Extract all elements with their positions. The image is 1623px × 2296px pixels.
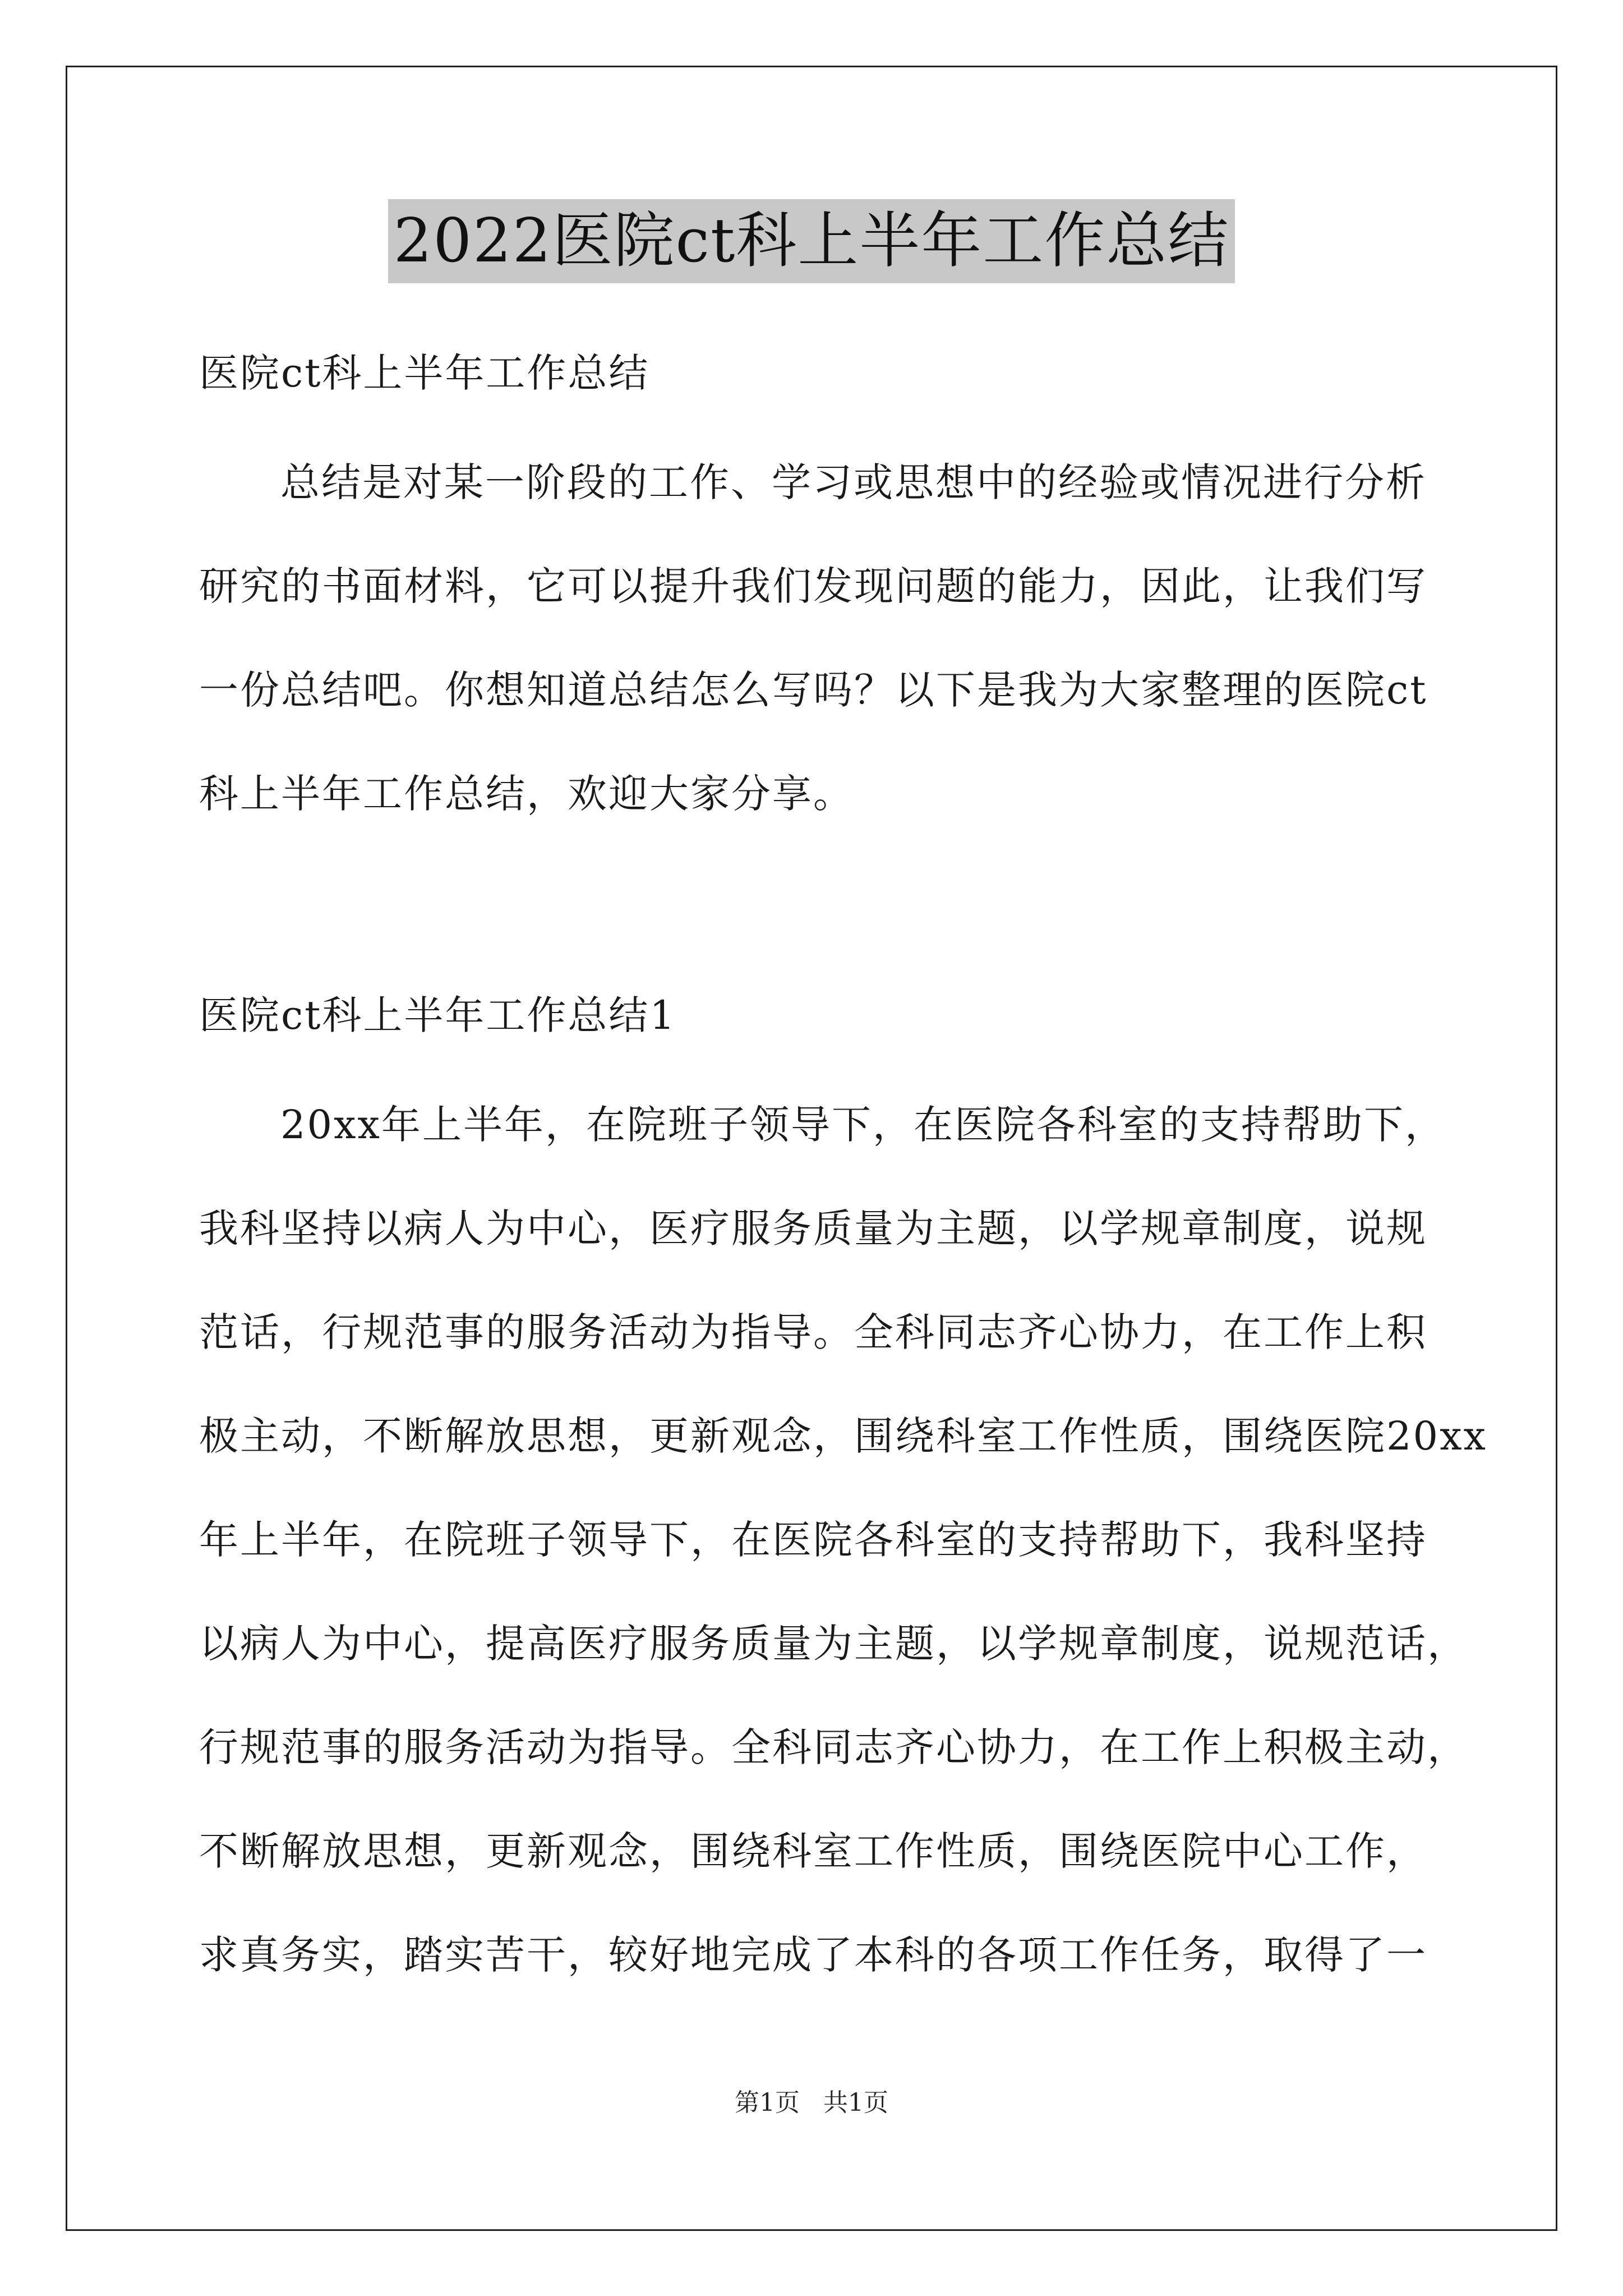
body-line: 行规范事的服务活动为指导。全科同志齐心协力，在工作上积极主动， [199,1724,1468,1770]
body-line: 以病人为中心，提高医疗服务质量为主题，以学规章制度，说规范话， [199,1621,1468,1667]
body-line: 20xx年上半年，在院班子领导下，在医院各科室的支持帮助下， [280,1102,1446,1148]
subtitle: 医院ct科上半年工作总结 [199,350,650,396]
intro-line: 总结是对某一阶段的工作、学习或思想中的经验或情况进行分析 [280,459,1427,505]
section-heading: 医院ct科上半年工作总结1 [199,992,676,1038]
intro-line: 研究的书面材料，它可以提升我们发现问题的能力，因此，让我们写 [199,563,1427,609]
body-line: 极主动，不断解放思想，更新观念，围绕科室工作性质，围绕医院20xx [199,1413,1488,1459]
body-line: 不断解放思想，更新观念，围绕科室工作性质，围绕医院中心工作， [199,1828,1427,1874]
body-line: 年上半年，在院班子领导下，在医院各科室的支持帮助下，我科坚持 [199,1517,1427,1563]
title-container [0,199,1623,283]
body-line: 我科坚持以病人为中心，医疗服务质量为主题，以学规章制度，说规 [199,1205,1427,1251]
body-line: 求真务实，踏实苦干，较好地完成了本科的各项工作任务，取得了一 [199,1932,1427,1978]
intro-line: 一份总结吧。你想知道总结怎么写吗？以下是我为大家整理的医院ct [199,667,1428,713]
intro-line: 科上半年工作总结，欢迎大家分享。 [199,771,854,817]
body-line: 范话，行规范事的服务活动为指导。全科同志齐心协力，在工作上积 [199,1309,1427,1355]
document-title: 2022医院ct科上半年工作总结 [388,199,1235,283]
page-footer: 第1页 共1页 [735,2088,888,2117]
